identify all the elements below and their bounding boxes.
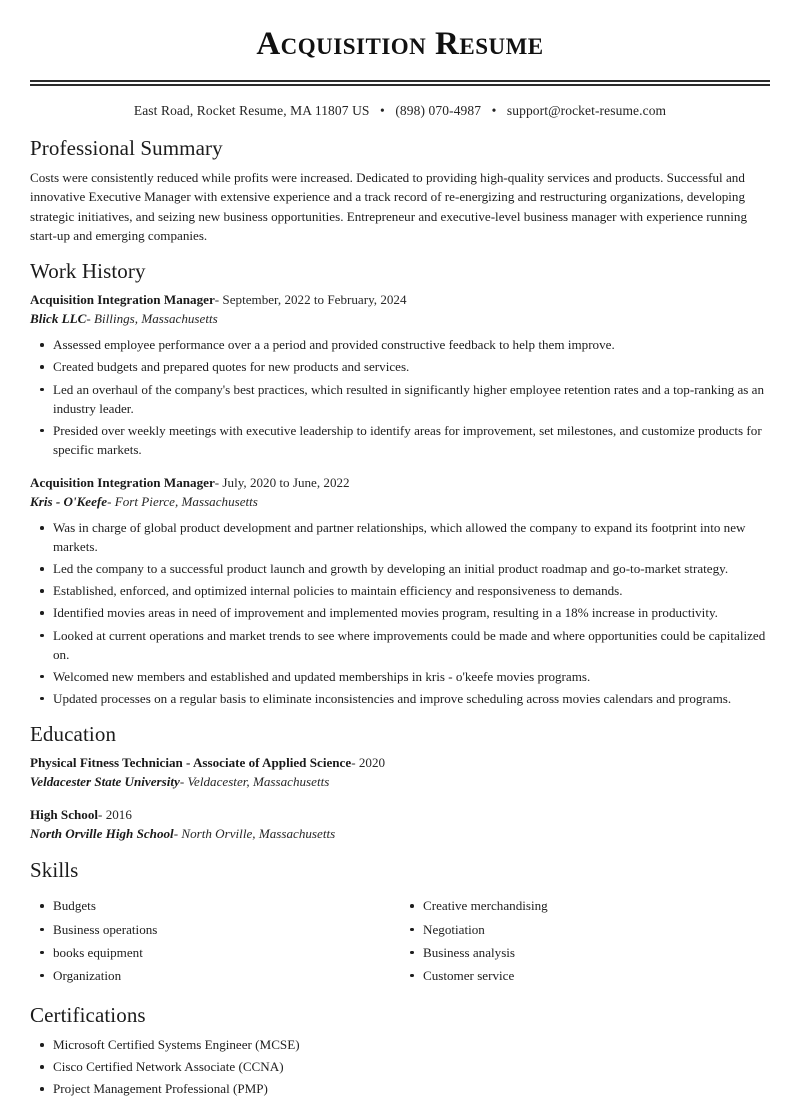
job-company-dash: - (107, 493, 112, 509)
education-entry (30, 806, 770, 844)
list-item: Looked at current operations and market trends to see where improvements could be made and where opportunities could be capitalized on. (30, 626, 770, 664)
education-school-line (30, 825, 770, 844)
work-entry-company-line (30, 310, 770, 329)
contact-line (30, 103, 770, 119)
education-year: 2016 (105, 807, 132, 823)
list-item: Cisco Certified Network Associate (CCNA) (30, 1057, 770, 1076)
education-degree: Physical Fitness Technician - Associate of Applied Science (30, 755, 352, 771)
list-item: Customer service (400, 966, 758, 985)
skills-list-left (30, 896, 388, 984)
list-item: Established, enforced, and optimized internal policies to maintain efficiency and responsiveness to demands. (30, 581, 770, 600)
education-degree-line (30, 806, 770, 825)
contact-separator-2: • (491, 102, 497, 118)
section-heading-skills: Skills (30, 858, 79, 883)
list-item: Created budgets and prepared quotes for new products and services. (30, 357, 770, 376)
skills-list-right (400, 896, 758, 984)
list-item: Project Management Professional (PMP) (30, 1079, 770, 1098)
header-divider (30, 80, 770, 86)
certifications-list (30, 1035, 770, 1098)
list-item: Updated processes on a regular basis to eliminate inconsistencies and improve scheduling across movies calendars and programs. (30, 689, 770, 708)
list-item: Negotiation (400, 920, 758, 939)
education-location: Veldacester, Massachusetts (187, 774, 330, 790)
section-certifications (30, 1002, 770, 1098)
job-role: Acquisition Integration Manager (30, 475, 215, 490)
list-item: Was in charge of global product development and partner relationships, which allowed the company to expand its footprint into new markets. (30, 518, 770, 556)
work-entry (30, 474, 770, 708)
list-item: Budgets (30, 896, 388, 915)
summary-text: Costs were consistently reduced while profits were increased. Dedicated to providing high-quality services and products. Successful and innovative Executive Manager with extensive experience and a track record of re-energizing and restructuring organizations, developing strategic initiatives, and seizing new business opportunities. Entrepreneur and executive-level business manager with experience running start-up and emerging companies. (30, 170, 748, 243)
list-item: Assessed employee performance over a a period and provided constructive feedback to help them improve. (30, 335, 770, 354)
skills-column-right (400, 890, 770, 988)
education-year: 2020 (358, 755, 386, 771)
list-item: Microsoft Certified Systems Engineer (MCSE) (30, 1035, 770, 1054)
job-company: Kris - O'Keefe (30, 493, 108, 509)
list-item: books equipment (30, 943, 388, 962)
job-dash: - (214, 475, 220, 490)
list-item: Welcomed new members and established and updated memberships in kris - o'keefe movies programs. (30, 667, 770, 686)
skills-column-left (30, 890, 400, 988)
section-work-history (30, 258, 770, 708)
list-item: Business operations (30, 920, 388, 939)
contact-address: East Road, Rocket Resume, MA 11807 US (133, 102, 370, 118)
section-skills (30, 857, 770, 989)
education-school-dash: - (179, 774, 185, 790)
job-company-dash: - (86, 311, 91, 327)
work-entry-company-line (30, 493, 770, 512)
education-school-line (30, 773, 770, 792)
list-item: Led the company to a successful product launch and growth by developing an initial product roadmap and go-to-market strategy. (30, 559, 770, 578)
list-item: Identified movies areas in need of improvement and implemented movies program, resulting in a 18% increase in productivity. (30, 603, 770, 622)
education-location: North Orville, Massachusetts (181, 826, 336, 842)
education-degree-line (30, 754, 770, 773)
section-heading-education: Education (30, 721, 117, 746)
job-bullet-list (30, 335, 770, 459)
section-heading-work-history: Work History (30, 259, 146, 284)
education-school: North Orville High School (30, 826, 174, 842)
page-title: Acquisition Resume (256, 26, 544, 62)
work-entry-title-line (30, 474, 770, 493)
education-dash: - (351, 755, 356, 771)
job-location: Fort Pierce, Massachusetts (114, 493, 258, 509)
section-professional-summary (30, 135, 770, 245)
job-bullet-list (30, 518, 770, 708)
job-dates: July, 2020 to June, 2022 (222, 475, 350, 490)
education-dash: - (98, 807, 103, 823)
education-entry (30, 754, 770, 792)
contact-email[interactable]: support@rocket-resume.com (506, 102, 667, 118)
job-company: Blick LLC (30, 311, 87, 327)
work-entry (30, 291, 770, 459)
education-school-dash: - (173, 826, 179, 842)
list-item: Creative merchandising (400, 896, 758, 915)
job-dash: - (214, 292, 220, 308)
job-location: Billings, Massachusetts (94, 311, 218, 327)
list-item: Organization (30, 966, 388, 985)
section-education (30, 721, 770, 844)
section-heading-certifications: Certifications (30, 1002, 146, 1027)
section-heading-summary: Professional Summary (30, 135, 223, 160)
list-item: Presided over weekly meetings with executive leadership to identify areas for improvement, set milestones, and customize products for specific markets. (30, 421, 770, 459)
work-entry-title-line (30, 291, 770, 310)
education-degree: High School (30, 807, 99, 823)
job-dates: September, 2022 to February, 2024 (222, 292, 407, 308)
contact-separator-1: • (380, 102, 385, 118)
list-item: Led an overhaul of the company's best practices, which resulted in significantly higher employee retention rates and a top-ranking as an industry leader. (30, 380, 770, 418)
skills-columns (30, 890, 770, 988)
list-item: Business analysis (400, 943, 758, 962)
education-school: Veldacester State University (30, 774, 180, 790)
contact-phone: (898) 070-4987 (395, 102, 482, 118)
job-role: Acquisition Integration Manager (30, 292, 215, 308)
